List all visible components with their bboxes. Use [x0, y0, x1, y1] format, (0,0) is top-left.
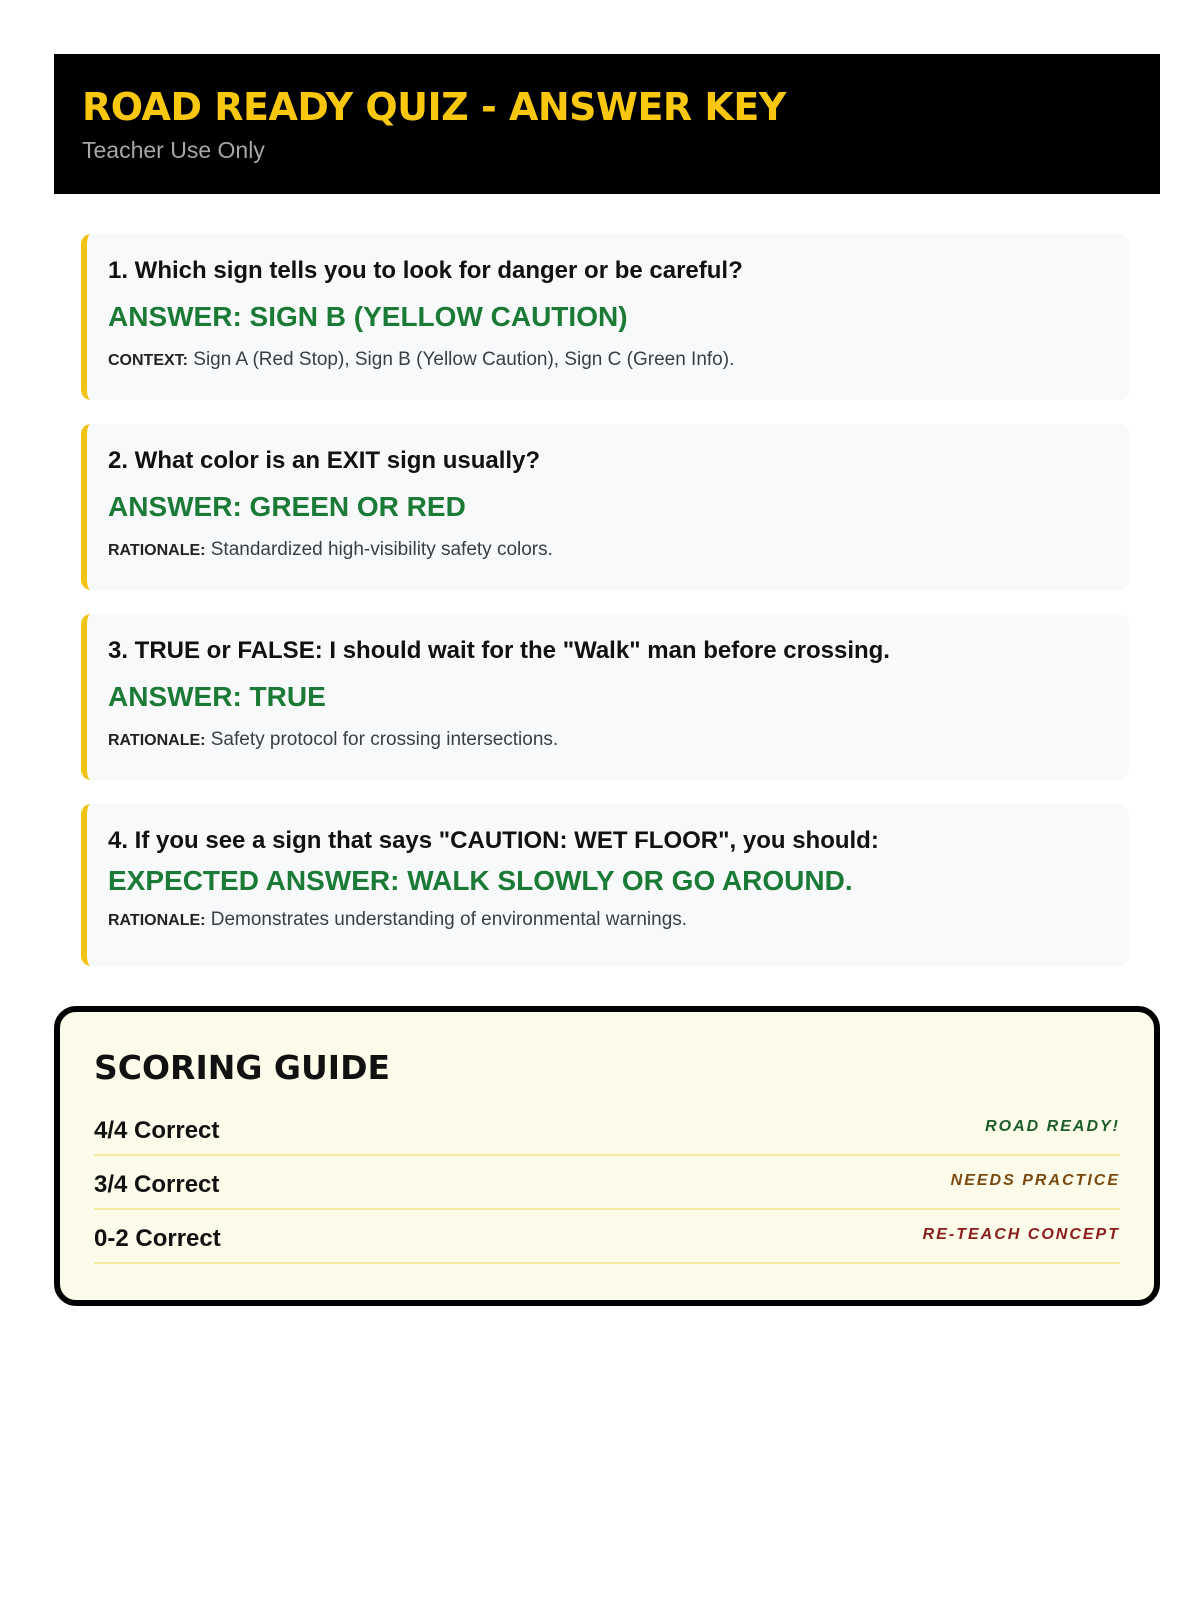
note-text [108, 908, 1109, 933]
score-range: 0-2 Correct [94, 1225, 221, 1252]
question-text: 2. What color is an EXIT sign usually? [108, 447, 541, 474]
note-label: RATIONALE: [108, 542, 206, 559]
score-result: NEEDS PRACTICE [950, 1172, 1120, 1189]
note-body: Standardized high-visibility safety colors. [205, 539, 553, 560]
question-text: 3. TRUE or FALSE: I should wait for the "Walk" man before crossing. [108, 637, 890, 664]
note-text [108, 348, 1109, 373]
question-card-1 [81, 234, 1129, 400]
note-label: RATIONALE: [108, 732, 206, 749]
scoring-title: SCORING GUIDE [94, 1048, 391, 1087]
page-header [54, 54, 1160, 194]
answer-text: ANSWER: SIGN B (YELLOW CAUTION) [108, 301, 628, 332]
page-subtitle: Teacher Use Only [82, 137, 265, 163]
score-range: 3/4 Correct [94, 1171, 220, 1198]
answer-text: EXPECTED ANSWER: WALK SLOWLY OR GO AROUND. [108, 865, 853, 896]
note-body: Demonstrates understanding of environmental warnings. [205, 909, 688, 930]
question-card-4 [81, 804, 1129, 966]
score-row [94, 1156, 1120, 1210]
scoring-guide [54, 1006, 1160, 1306]
note-body: Safety protocol for crossing intersections. [205, 729, 559, 750]
answer-text: ANSWER: GREEN OR RED [108, 491, 466, 522]
question-card-3 [81, 614, 1129, 780]
note-text [108, 728, 1109, 753]
score-range: 4/4 Correct [94, 1117, 220, 1144]
question-text: 4. If you see a sign that says "CAUTION: WET FLOOR", you should: [108, 827, 879, 854]
note-text [108, 538, 1109, 563]
note-label: RATIONALE: [108, 912, 206, 929]
note-body: Sign A (Red Stop), Sign B (Yellow Caution), Sign C (Green Info). [188, 349, 735, 370]
score-row [94, 1210, 1120, 1264]
page-title: ROAD READY QUIZ - ANSWER KEY [82, 85, 786, 129]
score-row [94, 1102, 1120, 1156]
note-label: CONTEXT: [108, 352, 188, 369]
question-text: 1. Which sign tells you to look for danger or be careful? [108, 257, 743, 284]
score-result: ROAD READY! [985, 1118, 1120, 1135]
answer-text: ANSWER: TRUE [108, 681, 326, 712]
question-card-2 [81, 424, 1129, 590]
score-result: RE-TEACH CONCEPT [922, 1226, 1120, 1243]
